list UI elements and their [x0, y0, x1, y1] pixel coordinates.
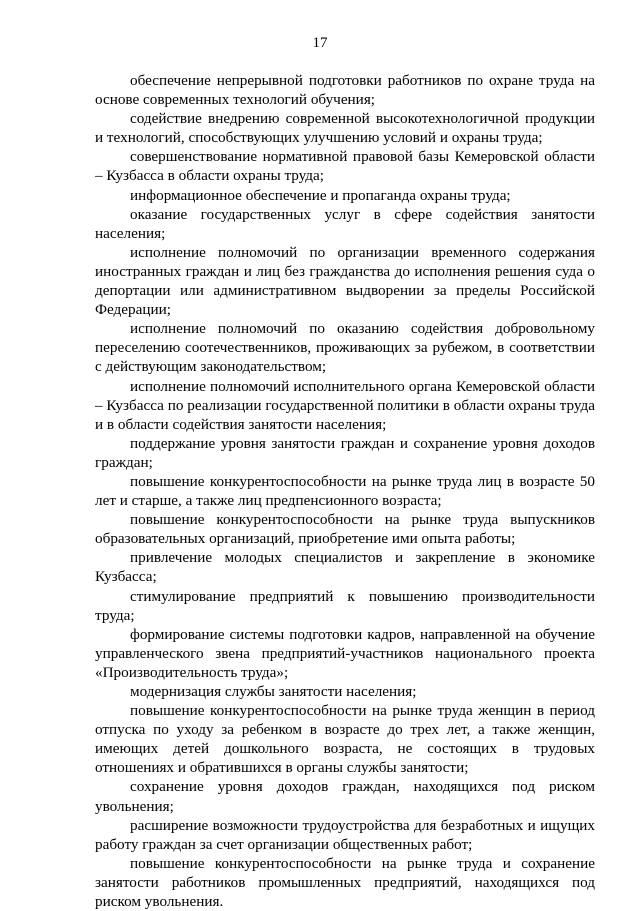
paragraph: повышение конкурентоспособности на рынке труда женщин в период отпуска по уходу за ребенком в возрасте до трех лет, а также женщин, имеющих детей дошкольного возраста, не состоящих в трудовых отношениях и обратившихся в органы службы занятости;: [95, 702, 595, 777]
paragraph: формирование системы подготовки кадров, направленной на обучение управленческого звена предприятий-участников национального проекта «Производительность труда»;: [95, 625, 595, 681]
paragraph: модернизация службы занятости населения;: [130, 683, 417, 700]
paragraph: стимулирование предприятий к повышению производительности труда;: [95, 587, 595, 624]
page-number: 17: [312, 35, 328, 51]
paragraph: исполнение полномочий по оказанию содействия добровольному переселению соотечественников, проживающих за рубежом, в соответствии с действующим законодательством;: [95, 320, 595, 376]
paragraph: содействие внедрению современной высокотехнологичной продукции и технологий, способствующих улучшению условий и охраны труда;: [95, 110, 595, 147]
paragraph: повышение конкурентоспособности на рынке труда и сохранение занятости работников промышленных предприятий, находящихся под риском увольнения.: [95, 854, 595, 911]
paragraph: привлечение молодых специалистов и закрепление в экономике Кузбасса;: [95, 549, 595, 586]
paragraph: сохранение уровня доходов граждан, находящихся под риском увольнения;: [95, 778, 595, 815]
paragraph: повышение конкурентоспособности на рынке труда лиц в возрасте 50 лет и старше, а также лиц предпенсионного возраста;: [95, 472, 595, 510]
paragraph: исполнение полномочий по организации временного содержания иностранных граждан и лиц без гражданства до исполнения решения суда о депортации или административном выдворении за пределы Российской Федерации;: [95, 243, 595, 319]
paragraph: исполнение полномочий исполнительного органа Кемеровской области – Кузбасса по реализации государственной политики в области охраны труда и в области содействия занятости населения;: [95, 377, 595, 433]
paragraph: расширение возможности трудоустройства для безработных и ищущих работу граждан за счет организации общественных работ;: [95, 816, 595, 853]
paragraph: совершенствование нормативной правовой базы Кемеровской области – Кузбасса в области охраны труда;: [95, 148, 595, 185]
document-body: [95, 71, 595, 911]
paragraph: оказание государственных услуг в сфере содействия занятости населения;: [95, 205, 595, 242]
paragraph: информационное обеспечение и пропаганда охраны труда;: [130, 186, 511, 204]
paragraph: поддержание уровня занятости граждан и сохранение уровня доходов граждан;: [95, 434, 595, 471]
paragraph: обеспечение непрерывной подготовки работников по охране труда на основе современных технологий обучения;: [95, 72, 595, 109]
paragraph: повышение конкурентоспособности на рынке труда выпускников образовательных организаций, приобретение ими опыта работы;: [95, 511, 595, 548]
